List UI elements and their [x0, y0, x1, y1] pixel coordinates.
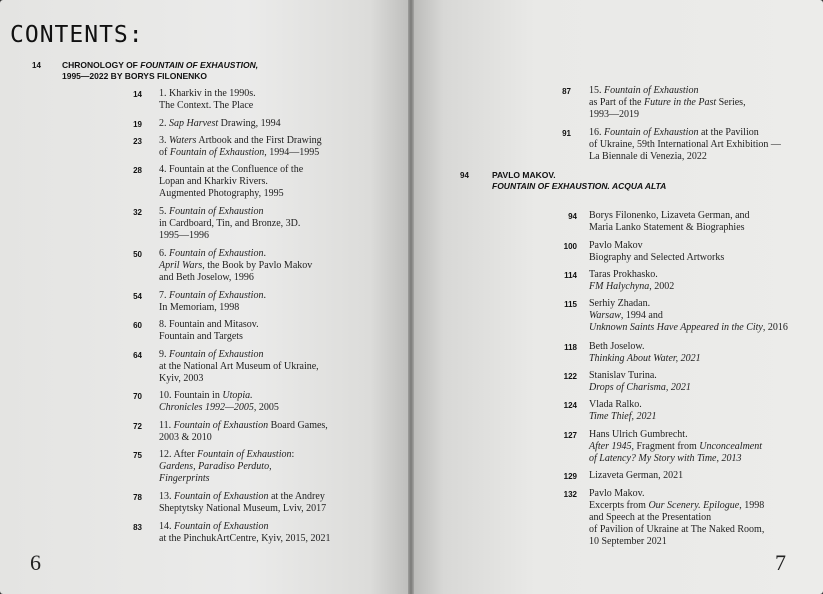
entry-title-line	[589, 298, 788, 310]
entry-page-number: 100	[563, 242, 577, 251]
entry-title	[159, 135, 322, 159]
entry-text-segment: in Cardboard, Tin, and Bronze, 3D.	[159, 218, 301, 229]
entry-page-number: 118	[564, 343, 577, 352]
entry-text-segment: 4. Fountain at the Confluence of the	[159, 164, 304, 175]
entry-text-segment: Pavlo Makov.	[589, 488, 645, 499]
entry-title-line	[159, 147, 322, 159]
entry-title-line	[589, 536, 764, 548]
entry-title	[589, 470, 683, 482]
entry-title-line	[589, 85, 746, 97]
entry-title	[159, 319, 259, 343]
entry-text-segment: Future in the Past	[644, 97, 717, 108]
entry-text-segment: Fountain of Exhaustion	[169, 248, 264, 259]
entry-title	[589, 429, 762, 465]
entry-title-line	[159, 491, 326, 503]
entry-text-segment: 9.	[159, 349, 169, 360]
entry-text-segment: 2003 & 2010	[159, 432, 212, 443]
entry-title-line	[159, 230, 300, 242]
entry-text-segment: 3.	[159, 135, 169, 146]
entry-text-segment: 1993—2019	[589, 109, 639, 120]
entry-title-line	[589, 441, 762, 453]
section-title-prefix: CHRONOLOGY OF	[62, 60, 141, 70]
entry-text-segment: Board Games,	[268, 420, 328, 431]
entry-title-line	[159, 135, 322, 147]
entry-page-number: 75	[133, 451, 142, 460]
entry-text-segment: , 2002	[649, 281, 675, 292]
entry-title	[589, 370, 691, 394]
section2-title-line1: PAVLO MAKOV.	[492, 170, 556, 180]
entry-title-line	[589, 353, 701, 365]
entry-text-segment: at the PinchukArtCentre, Kyiv, 2015, 2021	[159, 533, 331, 544]
entry-text-segment: Fountain of Exhaustion	[604, 85, 699, 96]
entry-page-number: 64	[133, 351, 142, 360]
entry-title-line	[589, 151, 781, 163]
entry-text-segment: , 1998	[739, 500, 765, 511]
entry-title-line	[589, 240, 724, 252]
entry-page-number: 54	[133, 292, 142, 301]
entry-page-number: 70	[133, 392, 142, 401]
entry-title-line	[159, 100, 256, 112]
entry-text-segment: :	[291, 449, 295, 460]
entry-title-line	[589, 500, 764, 512]
entry-text-segment: 8. Fountain and Mitasov.	[159, 319, 259, 330]
entry-page-number: 23	[133, 137, 142, 146]
entry-text-segment: 10. Fountain in	[159, 390, 223, 401]
entry-text-segment: Maria Lanko Statement & Biographies	[589, 222, 745, 233]
entry-text-segment: Unknown Saints Have Appeared in the City	[589, 322, 763, 333]
entry-text-segment: 6.	[159, 248, 169, 259]
entry-text-segment: , the Book by Pavlo Makov	[202, 260, 313, 271]
entry-title	[159, 491, 326, 515]
entry-page-number: 28	[133, 166, 142, 175]
entry-title-line	[589, 222, 750, 234]
entry-text-segment: at the National Art Museum of Ukraine,	[159, 361, 319, 372]
section2-title	[492, 170, 666, 192]
entry-title	[589, 85, 746, 121]
entry-title-line	[159, 390, 279, 402]
entry-text-segment: Drops of Charisma, 2021	[589, 382, 691, 393]
entry-text-segment: , 2005	[253, 402, 279, 413]
entry-text-segment: Borys Filonenko, Lizaveta German, and	[589, 210, 750, 221]
entry-page-number: 122	[563, 372, 577, 381]
entry-title	[159, 248, 312, 284]
entry-page-number: 94	[568, 212, 577, 221]
entry-text-segment: Lizaveta German, 2021	[589, 470, 684, 481]
entry-page-number: 127	[563, 431, 577, 440]
section-title	[62, 60, 258, 82]
entry-text-segment: as Part of the	[589, 97, 644, 108]
entry-title-line	[589, 429, 762, 441]
entry-text-segment: Warsaw	[589, 310, 621, 321]
entry-title-line	[159, 290, 266, 302]
entry-title	[159, 449, 294, 485]
entry-text-segment: 10 September 2021	[589, 536, 667, 547]
entry-text-segment: Fountain of Exhaustion	[174, 491, 269, 502]
entry-text-segment: Fountain of Exhaustion	[169, 147, 265, 158]
entry-text-segment: After 1945	[589, 441, 632, 452]
section2-page-number: 94	[460, 171, 469, 180]
entry-text-segment: Vlada Ralko.	[589, 399, 642, 410]
entry-text-segment: of	[159, 147, 170, 158]
entry-page-number: 14	[133, 90, 142, 99]
entry-title-line	[589, 139, 781, 151]
entry-page-number: 19	[133, 120, 142, 129]
entry-title-line	[159, 373, 319, 385]
entry-text-segment: Taras Prokhasko.	[589, 269, 658, 280]
entry-text-segment: 7.	[159, 290, 169, 301]
entry-text-segment: 16.	[589, 127, 604, 138]
entry-title	[159, 88, 256, 112]
entry-title-line	[159, 302, 266, 314]
entry-title-line	[589, 127, 781, 139]
entry-text-segment: Excerpts from	[589, 500, 649, 511]
entry-title	[589, 298, 788, 334]
entry-text-segment: Drawing, 1994	[218, 118, 281, 129]
entry-text-segment: 1995—1996	[159, 230, 209, 241]
entry-text-segment: La Biennale di Venezia, 2022	[589, 151, 707, 162]
entry-page-number: 60	[133, 321, 142, 330]
entry-title-line	[159, 503, 326, 515]
entry-title-line	[589, 382, 691, 394]
entry-text-segment: , 1994—1995	[264, 147, 320, 158]
section2-title-line2: FOUNTAIN OF EXHAUSTION. ACQUA ALTA	[492, 181, 667, 191]
entry-text-segment: 15.	[589, 85, 604, 96]
entry-page-number: 115	[564, 300, 577, 309]
entry-title-line	[159, 88, 256, 100]
entry-text-segment: 2.	[159, 118, 169, 129]
entry-title-line	[589, 281, 674, 293]
entry-text-segment: 14.	[159, 521, 174, 532]
entry-text-segment: Sheptytsky National Museum, Lviv, 2017	[159, 503, 327, 514]
entry-title-line	[159, 218, 300, 230]
entry-text-segment: Fountain of Exhaustion	[173, 420, 269, 431]
entry-text-segment: at the Andrey	[268, 491, 325, 502]
entry-text-segment: .	[263, 248, 266, 259]
entry-title-line	[159, 206, 300, 218]
entry-text-segment: Fingerprints	[159, 473, 210, 484]
entry-title-line	[589, 341, 701, 353]
entry-text-segment: Sap Harvest	[169, 118, 219, 129]
entry-title-line	[589, 370, 691, 382]
entry-text-segment: Artbook and the First Drawing	[196, 135, 322, 146]
entry-title-line	[589, 252, 724, 264]
entry-text-segment: 11.	[159, 420, 174, 431]
entry-text-segment: Hans Ulrich Gumbrecht.	[589, 429, 688, 440]
entry-text-segment: The Context. The Place	[159, 100, 254, 111]
entry-text-segment: Fountain and Targets	[159, 331, 243, 342]
entry-text-segment: , 1994 and	[620, 310, 663, 321]
entry-title-line	[589, 399, 657, 411]
entry-text-segment: 5.	[159, 206, 169, 217]
book-spine	[408, 0, 414, 594]
entry-title-line	[589, 470, 683, 482]
entry-title-line	[159, 176, 303, 188]
entry-title-line	[159, 331, 259, 343]
entry-page-number: 91	[562, 129, 571, 138]
entry-title-line	[159, 319, 259, 331]
entry-text-segment: Waters	[169, 135, 197, 146]
entry-title-line	[589, 210, 750, 222]
entry-title-line	[589, 453, 762, 465]
entry-title-line	[589, 524, 764, 536]
entry-title	[589, 488, 764, 548]
entry-title-line	[159, 420, 328, 432]
entry-text-segment: Stanislav Turina.	[589, 370, 657, 381]
entry-text-segment: , 2016	[762, 322, 788, 333]
entry-text-segment: April Wars	[159, 260, 203, 271]
entry-title	[159, 521, 331, 545]
entry-title-line	[589, 488, 764, 500]
entry-title-line	[589, 269, 674, 281]
entry-page-number: 32	[133, 208, 142, 217]
entry-title-line	[159, 118, 281, 130]
entry-text-segment: Fountain of Exhaustion	[169, 206, 264, 217]
entry-text-segment: and Beth Joselow, 1996	[159, 272, 254, 283]
entry-text-segment: at the Pavilion	[698, 127, 759, 138]
entry-title-line	[589, 322, 788, 334]
entry-page-number: 83	[133, 523, 142, 532]
entry-text-segment: Kyiv, 2003	[159, 373, 204, 384]
entry-text-segment: Augmented Photography, 1995	[159, 188, 284, 199]
entry-text-segment: of Latency? My Story with Time, 2013	[589, 453, 742, 464]
entry-text-segment: Beth Joselow.	[589, 341, 645, 352]
entry-text-segment: Utopia.	[222, 390, 253, 401]
entry-text-segment: Fountain of Exhaustion	[197, 449, 292, 460]
entry-text-segment: Pavlo Makov	[589, 240, 643, 251]
entry-title	[589, 240, 724, 264]
entry-page-number: 114	[564, 271, 577, 280]
entry-text-segment: Unconcealment	[699, 441, 763, 452]
entry-title-line	[589, 310, 788, 322]
left-page	[0, 0, 411, 594]
entry-title	[589, 210, 750, 234]
right-page	[411, 0, 823, 594]
entry-text-segment: , Fragment from	[631, 441, 700, 452]
entry-title	[159, 349, 319, 385]
entry-title-line	[589, 411, 657, 423]
entry-title-line	[589, 512, 764, 524]
entry-title-line	[159, 449, 294, 461]
section-title-line2: 1995—2022 BY BORYS FILONENKO	[62, 71, 208, 81]
entry-title	[159, 118, 281, 130]
entry-page-number: 50	[133, 250, 142, 259]
entry-title	[159, 390, 279, 414]
entry-text-segment: 13.	[159, 491, 174, 502]
entry-text-segment: Fountain of Exhaustion	[604, 127, 699, 138]
section-page-number: 14	[32, 61, 41, 70]
entry-text-segment: Biography and Selected Artworks	[589, 252, 725, 263]
entry-page-number: 129	[563, 472, 577, 481]
entry-text-segment: Chronicles 1992—2005	[159, 402, 254, 413]
entry-text-segment: Fountain of Exhaustion	[169, 349, 264, 360]
entry-text-segment: Thinking About Water, 2021	[589, 353, 701, 364]
entry-title	[589, 341, 701, 365]
entry-title-line	[159, 248, 312, 260]
entry-title-line	[159, 432, 328, 444]
entry-text-segment: Serhiy Zhadan.	[589, 298, 651, 309]
page-number-left: 6	[30, 550, 41, 575]
entry-title-line	[159, 521, 331, 533]
entry-title-line	[159, 349, 319, 361]
entry-page-number: 87	[562, 87, 571, 96]
entry-title-line	[159, 461, 294, 473]
entry-title	[159, 420, 328, 444]
entry-text-segment: .	[263, 290, 266, 301]
section-title-italic: FOUNTAIN OF EXHAUSTION,	[140, 60, 259, 70]
contents-heading: CONTENTS:	[10, 22, 144, 48]
entry-title	[159, 206, 300, 242]
entry-title-line	[589, 109, 746, 121]
entry-text-segment: 12. After	[159, 449, 198, 460]
entry-title-line	[159, 533, 331, 545]
entry-title-line	[159, 473, 294, 485]
entry-text-segment: Lopan and Kharkiv Rivers.	[159, 176, 268, 187]
entry-title	[159, 290, 266, 314]
entry-text-segment: Our Scenery. Epilogue	[648, 500, 740, 511]
entry-title-line	[159, 361, 319, 373]
entry-text-segment: Fountain of Exhaustion	[169, 290, 264, 301]
entry-text-segment: Series,	[716, 97, 746, 108]
entry-title-line	[159, 188, 303, 200]
entry-text-segment: In Memoriam, 1998	[159, 302, 240, 313]
entry-page-number: 124	[563, 401, 577, 410]
entry-text-segment: Gardens, Paradiso Perduto,	[159, 461, 272, 472]
entry-title-line	[159, 272, 312, 284]
entry-page-number: 78	[133, 493, 142, 502]
entry-title	[589, 269, 674, 293]
entry-text-segment: and Speech at the Presentation	[589, 512, 712, 523]
entry-title-line	[589, 97, 746, 109]
entry-title-line	[159, 260, 312, 272]
entry-page-number: 132	[563, 490, 577, 499]
entry-text-segment: of Ukraine, 59th International Art Exhibition —	[589, 139, 781, 150]
entry-text-segment: of Pavilion of Ukraine at The Naked Room,	[589, 524, 765, 535]
entry-page-number: 72	[133, 422, 142, 431]
entry-title	[589, 127, 781, 163]
entry-title-line	[159, 402, 279, 414]
entry-text-segment: Fountain of Exhaustion	[174, 521, 269, 532]
entry-text-segment: 1. Kharkiv in the 1990s.	[159, 88, 256, 99]
entry-title	[589, 399, 657, 423]
entry-title	[159, 164, 303, 200]
entry-text-segment: FM Halychyna	[589, 281, 650, 292]
page-number-right: 7	[775, 550, 786, 575]
entry-title-line	[159, 164, 303, 176]
entry-text-segment: Time Thief, 2021	[589, 411, 657, 422]
